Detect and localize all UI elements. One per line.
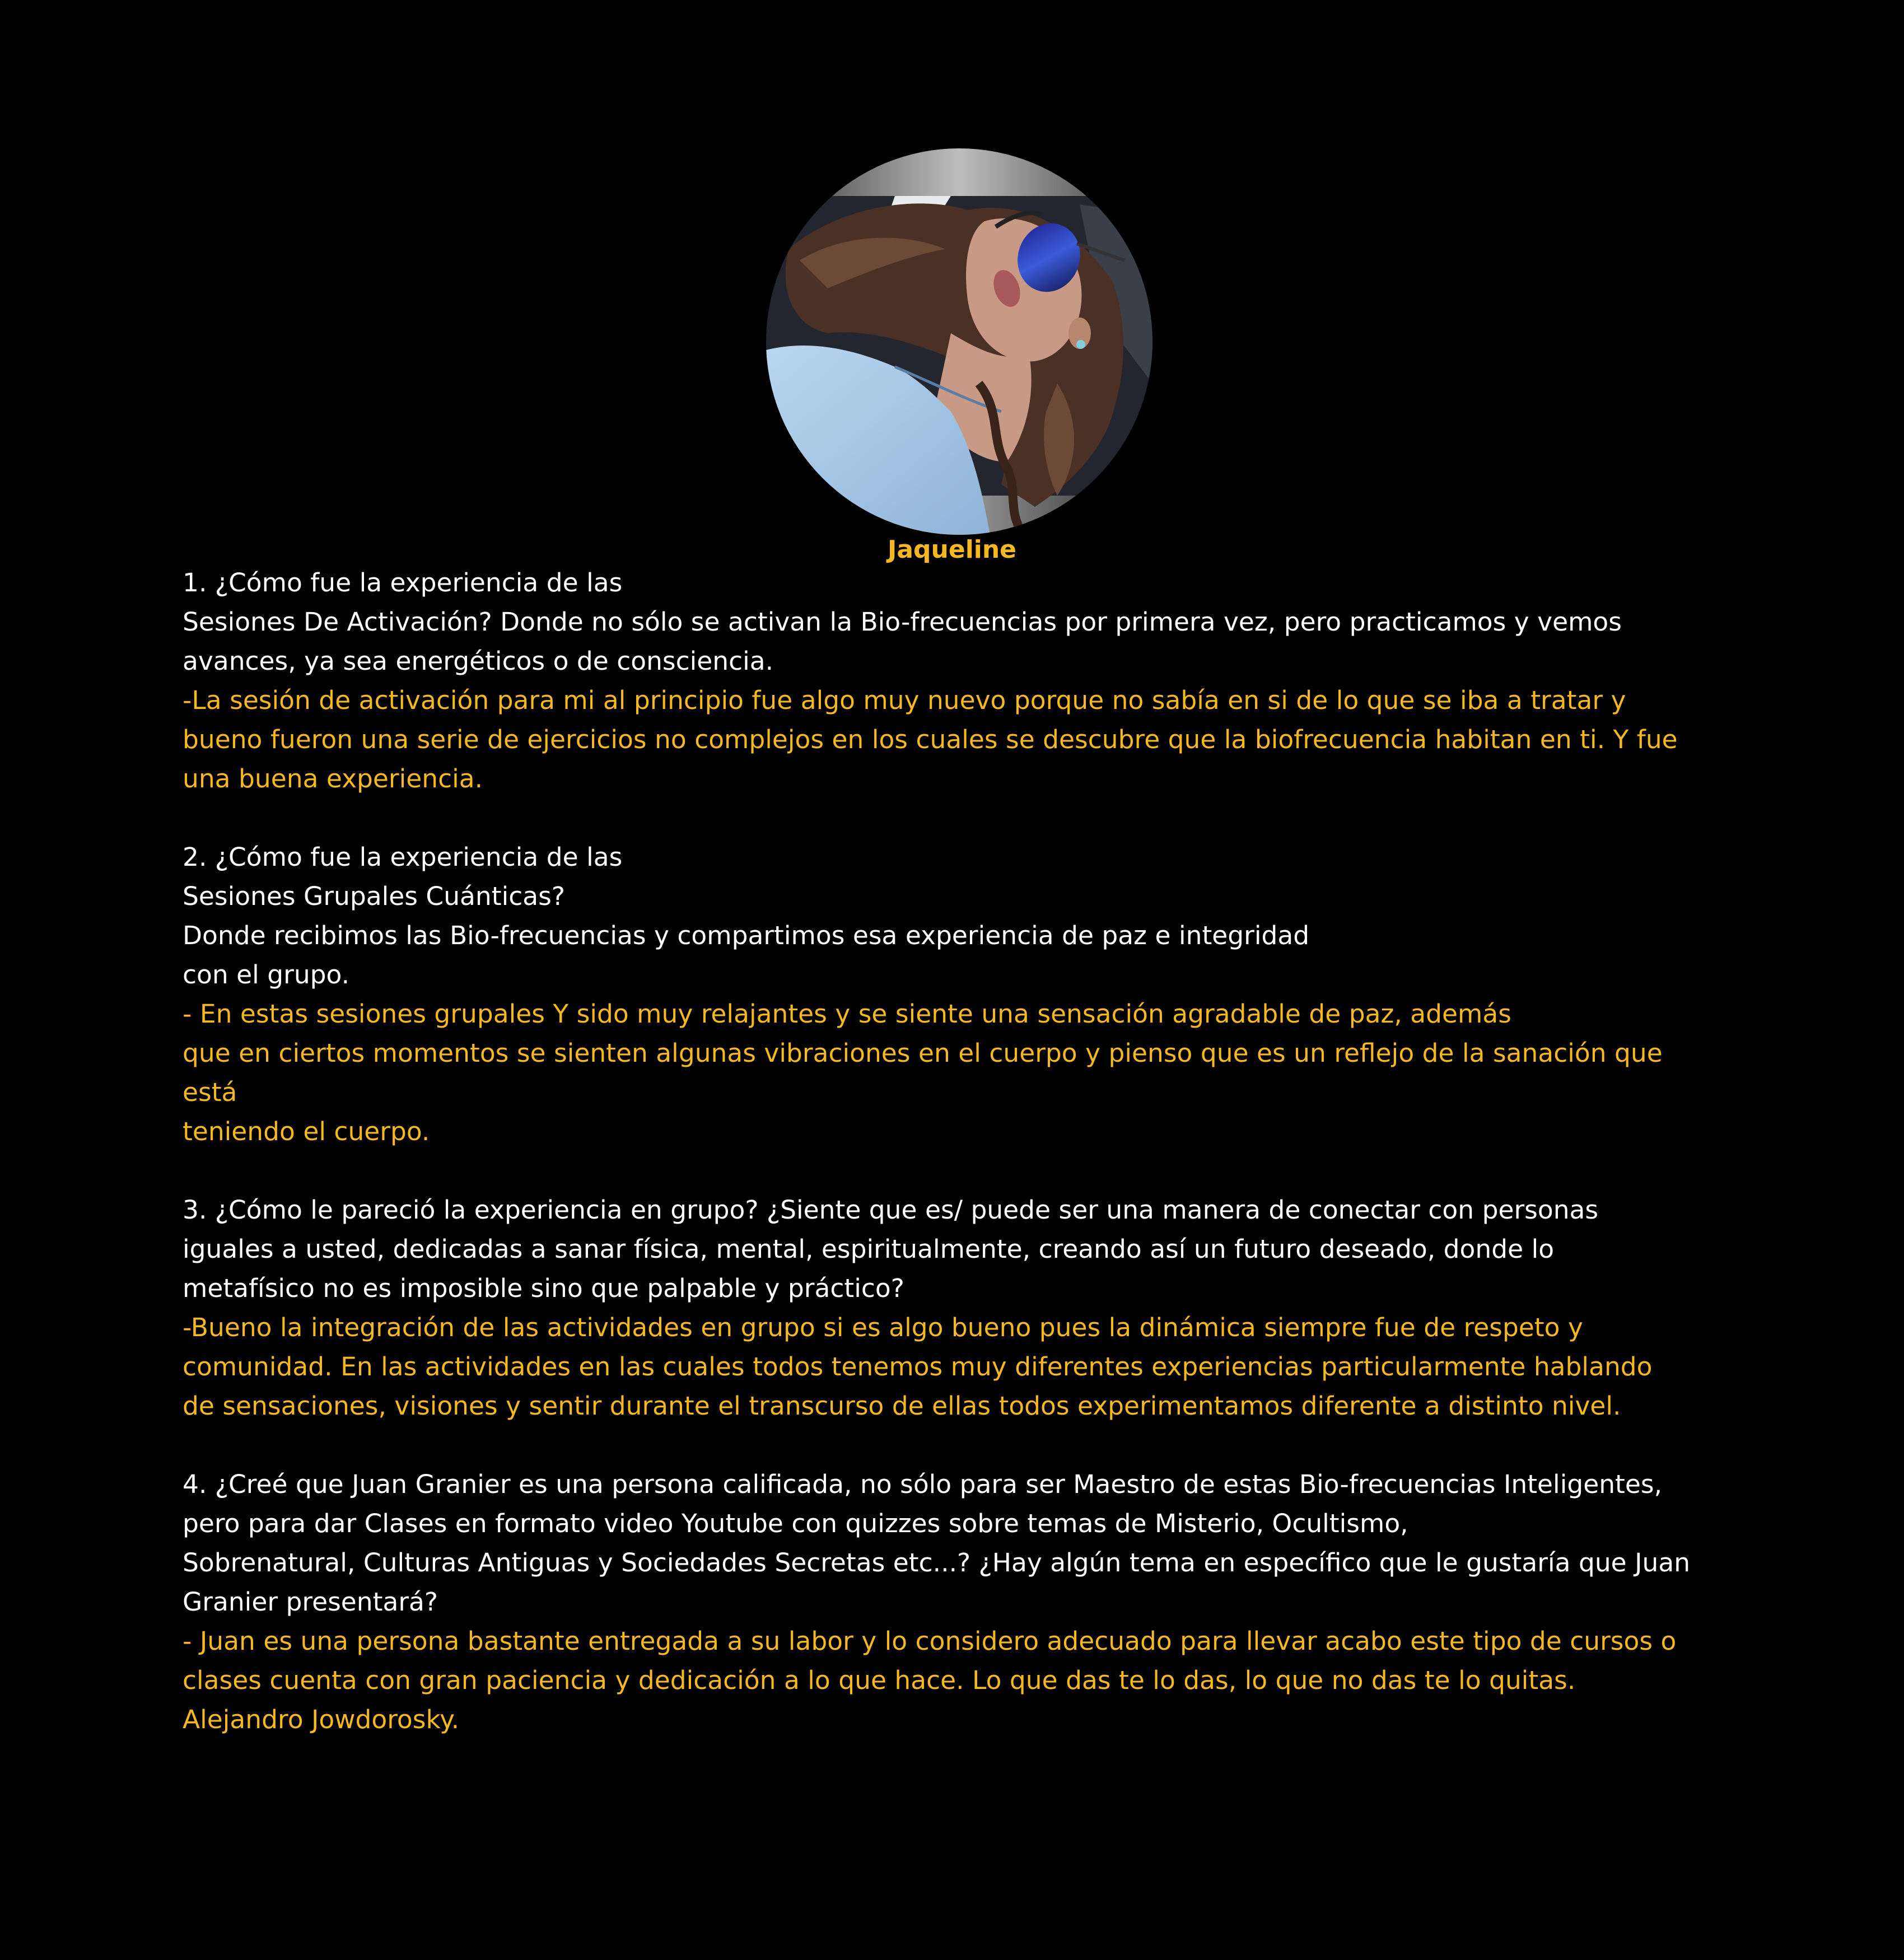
answer-line: -La sesión de activación para mi al principio fue algo muy nuevo porque no sabía en si de lo que se iba a tratar y — [183, 685, 1626, 715]
question-line: Granier presentará? — [183, 1587, 438, 1617]
question-line: 1. ¿Cómo fue la experiencia de las — [183, 568, 623, 598]
testimonial-content — [183, 563, 1762, 1739]
answer-line: bueno fueron una serie de ejercicios no complejos en los cuales se descubre que la biofrecuencia habitan en ti. Y fue — [183, 725, 1678, 754]
answer-line: comunidad. En las actividades en las cuales todos tenemos muy diferentes experiencias particularmente hablando — [183, 1352, 1653, 1382]
question-line: iguales a usted, dedicadas a sanar física, mental, espiritualmente, creando así un futuro deseado, donde lo — [183, 1234, 1555, 1264]
answer-line: clases cuenta con gran paciencia y dedicación a lo que hace. Lo que das te lo das, lo que no das te lo quitas. — [183, 1665, 1576, 1695]
answer-line: una buena experiencia. — [183, 764, 483, 794]
question-line: Sesiones De Activación? Donde no sólo se activan la Bio-frecuencias por primera vez, pero practicamos y vemos — [183, 607, 1622, 637]
question-line: 4. ¿Creé que Juan Granier es una persona calificada, no sólo para ser Maestro de estas Bio-frecuencias Inteligentes, — [183, 1469, 1663, 1499]
answer-line: está — [183, 1077, 237, 1107]
avatar — [766, 148, 1152, 535]
qa-item-4 — [183, 1465, 1762, 1739]
answer-line: de sensaciones, visiones y sentir durante el transcurso de ellas todos experimentamos diferente a distinto nivel. — [183, 1391, 1621, 1421]
question-line: 3. ¿Cómo le pareció la experiencia en grupo? ¿Siente que es/ puede ser una manera de conectar con personas — [183, 1195, 1599, 1225]
question-line: avances, ya sea energéticos o de consciencia. — [183, 646, 774, 676]
profile-name: Jaqueline — [887, 535, 1017, 564]
spacer — [183, 799, 1762, 838]
question-line: Sesiones Grupales Cuánticas? — [183, 881, 565, 911]
profile-photo — [766, 148, 1152, 535]
qa-item-3 — [183, 1191, 1762, 1426]
question-line: pero para dar Clases en formato video Youtube con quizzes sobre temas de Misterio, Ocultismo, — [183, 1509, 1408, 1538]
answer-line: - En estas sesiones grupales Y sido muy relajantes y se siente una sensación agradable de paz, además — [183, 999, 1511, 1029]
question-line: Sobrenatural, Culturas Antiguas y Sociedades Secretas etc...? ¿Hay algún tema en específico que le gustaría que Juan — [183, 1548, 1691, 1578]
answer-line: Alejandro Jowdorosky. — [183, 1705, 460, 1734]
question-line: con el grupo. — [183, 960, 350, 990]
qa-item-1 — [183, 563, 1762, 799]
question-line: Donde recibimos las Bio-frecuencias y compartimos esa experiencia de paz e integridad — [183, 921, 1310, 950]
qa-item-2 — [183, 838, 1762, 1151]
spacer — [183, 1151, 1762, 1191]
answer-line: - Juan es una persona bastante entregada a su labor y lo considero adecuado para llevar acabo este tipo de cursos o — [183, 1626, 1677, 1656]
question-line: metafísico no es imposible sino que palpable y práctico? — [183, 1273, 904, 1303]
answer-line: -Bueno la integración de las actividades en grupo si es algo bueno pues la dinámica siempre fue de respeto y — [183, 1313, 1583, 1342]
answer-line: teniendo el cuerpo. — [183, 1117, 430, 1146]
spacer — [183, 1426, 1762, 1465]
question-line: 2. ¿Cómo fue la experiencia de las — [183, 842, 623, 872]
answer-line: que en ciertos momentos se sienten algunas vibraciones en el cuerpo y pienso que es un reflejo de la sanación que — [183, 1038, 1663, 1068]
